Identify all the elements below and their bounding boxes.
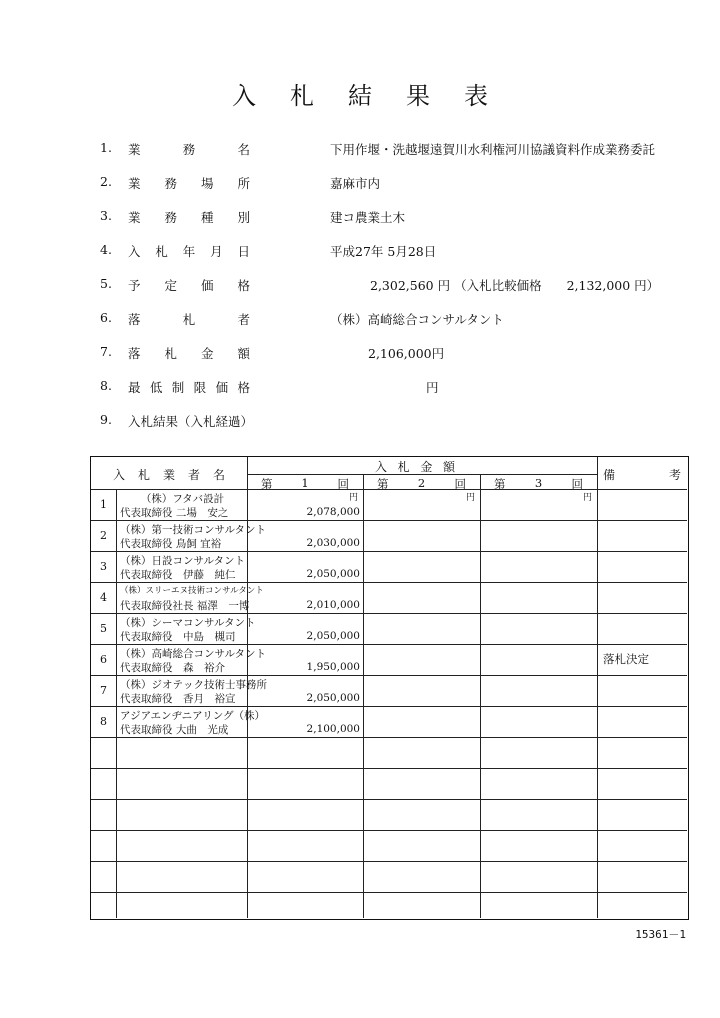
info-number: 6.	[100, 310, 112, 325]
info-label: 業 務 場 所	[128, 176, 250, 191]
info-number: 9.	[100, 412, 112, 427]
info-row	[100, 174, 700, 208]
header-amount: 入 札 金 額	[375, 460, 455, 474]
representative: 代表取締役 大曲 光成	[120, 724, 229, 736]
info-value: 2,302,560 円 （入札比較価格 2,132,000 円）	[370, 278, 660, 293]
company-name: （株）高崎総合コンサルタント	[120, 648, 267, 660]
page-title: 入札結果表	[232, 82, 522, 110]
info-number: 1.	[100, 140, 112, 155]
company-name: アジアエンヂニアリング（株）	[120, 710, 266, 722]
bid-amount-round1: 2,050,000	[306, 692, 360, 704]
info-row	[100, 344, 700, 378]
row-number: 1	[100, 498, 107, 511]
bid-amount-round1: 2,078,000	[306, 506, 360, 518]
info-number: 5.	[100, 276, 112, 291]
representative: 代表取締役 鳥飼 宜裕	[120, 538, 222, 550]
info-value: 建コ農業土木	[330, 210, 406, 225]
info-row	[100, 276, 700, 310]
representative: 代表取締役 森 裕介	[120, 662, 225, 674]
header-round: 第 3 回	[494, 476, 583, 491]
company-name: （株）シーマコンサルタント	[120, 617, 256, 629]
info-number: 3.	[100, 208, 112, 223]
row-number: 8	[100, 715, 107, 728]
info-number: 2.	[100, 174, 112, 189]
row-number: 6	[100, 653, 107, 666]
info-label: 入 札 年 月 日	[128, 244, 250, 259]
yen-unit: 円	[583, 493, 593, 503]
header-round: 第 1 回	[261, 476, 349, 491]
info-value: 2,106,000円	[368, 346, 445, 361]
document-number: 15361－1	[635, 928, 686, 941]
info-value: 嘉麻市内	[330, 176, 381, 191]
header-remarks: 備 考	[603, 468, 681, 482]
yen-unit: 円	[349, 493, 359, 503]
info-label: 予 定 価 格	[128, 278, 250, 293]
info-value: 円	[426, 380, 439, 395]
info-number: 4.	[100, 242, 112, 257]
representative: 代表取締役社長 福澤 一博	[120, 600, 250, 612]
row-number: 7	[100, 684, 107, 697]
info-row	[100, 378, 700, 412]
company-name: （株）日設コンサルタント	[120, 555, 246, 567]
info-value: （株）高崎総合コンサルタント	[330, 312, 504, 327]
info-section	[100, 140, 700, 446]
info-label: 業 務 種 別	[128, 210, 250, 225]
representative: 代表取締役 香月 裕宣	[120, 693, 236, 705]
info-row	[100, 140, 700, 174]
info-value: 平成27年 5月28日	[330, 244, 437, 259]
info-label: 業 務 名	[128, 142, 250, 157]
company-name: （株）フタバ設計	[140, 493, 225, 505]
representative: 代表取締役 中島 槻司	[120, 631, 236, 643]
row-number: 5	[100, 622, 107, 635]
info-row	[100, 310, 700, 344]
bid-amount-round1: 2,030,000	[306, 537, 360, 549]
header-bidder: 入 札 業 者 名	[113, 468, 225, 482]
row-number: 2	[100, 529, 107, 542]
info-row	[100, 208, 700, 242]
row-number: 3	[100, 560, 107, 573]
bid-amount-round1: 2,050,000	[306, 630, 360, 642]
header-round: 第 2 回	[377, 476, 466, 491]
info-row	[100, 412, 700, 446]
info-label: 最 低 制 限 価 格	[128, 380, 250, 395]
info-number: 8.	[100, 378, 112, 393]
representative: 代表取締役 伊藤 純仁	[120, 569, 236, 581]
grid-line	[363, 474, 364, 918]
bid-amount-round1: 2,100,000	[306, 723, 360, 735]
bid-amount-round1: 2,050,000	[306, 568, 360, 580]
info-value: 下用作堰・洗越堰遠賀川水利権河川協議資料作成業務委託	[330, 142, 656, 157]
company-name: （株）ジオテック技術士事務所	[120, 679, 267, 691]
info-label: 落 札 者	[128, 312, 250, 327]
info-label: 落 札 金 額	[128, 346, 250, 361]
grid-line	[480, 474, 481, 918]
info-row	[100, 242, 700, 276]
grid-line	[597, 457, 598, 918]
grid-line	[116, 489, 117, 918]
bid-amount-round1: 2,010,000	[306, 599, 360, 611]
bid-results-table	[90, 456, 689, 920]
info-number: 7.	[100, 344, 112, 359]
bid-amount-round1: 1,950,000	[306, 661, 360, 673]
yen-unit: 円	[466, 493, 476, 503]
company-name: （株）スリーエヌ技術コンサルタント	[120, 586, 264, 596]
company-name: （株）第一技術コンサルタント	[120, 524, 267, 536]
remarks: 落札決定	[603, 652, 649, 666]
representative: 代表取締役 二場 安之	[120, 507, 229, 519]
row-number: 4	[100, 591, 107, 604]
info-label: 入札結果（入札経過）	[128, 414, 254, 429]
